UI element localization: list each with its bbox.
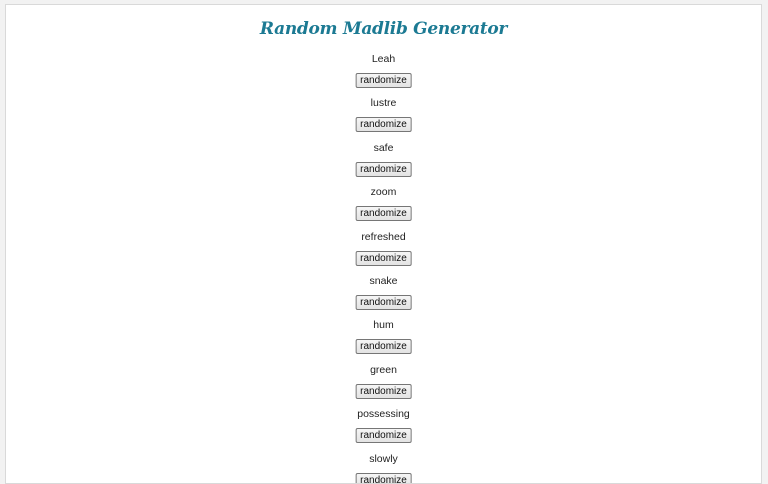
randomize-button[interactable]: randomize — [355, 162, 412, 177]
randomize-button[interactable]: randomize — [355, 473, 412, 484]
list-item — [6, 363, 761, 407]
word-text: green — [370, 363, 397, 376]
list-item — [6, 230, 761, 274]
randomize-button[interactable]: randomize — [355, 73, 412, 88]
list-item — [6, 318, 761, 362]
list-item — [6, 52, 761, 96]
list-item — [6, 185, 761, 229]
randomize-button[interactable]: randomize — [355, 428, 412, 443]
randomize-button[interactable]: randomize — [355, 339, 412, 354]
word-text: slowly — [369, 452, 398, 465]
randomize-button[interactable]: randomize — [355, 117, 412, 132]
page-title: Random Madlib Generator — [259, 19, 508, 39]
list-item — [6, 452, 761, 484]
randomize-button[interactable]: randomize — [355, 384, 412, 399]
word-text: safe — [373, 141, 394, 154]
word-text: refreshed — [361, 230, 406, 243]
word-text: possessing — [357, 408, 410, 421]
list-item — [6, 274, 761, 318]
word-text: snake — [369, 274, 398, 287]
word-text: lustre — [370, 97, 397, 110]
randomize-button[interactable]: randomize — [355, 295, 412, 310]
list-item — [6, 141, 761, 185]
word-text: zoom — [370, 186, 397, 199]
list-item — [6, 407, 761, 451]
word-text: Leah — [371, 53, 396, 65]
randomize-button[interactable]: randomize — [355, 251, 412, 266]
randomize-button[interactable]: randomize — [355, 206, 412, 221]
word-text: hum — [373, 319, 394, 332]
madlib-word-list — [6, 52, 761, 484]
list-item — [6, 96, 761, 140]
page-panel — [5, 4, 762, 484]
